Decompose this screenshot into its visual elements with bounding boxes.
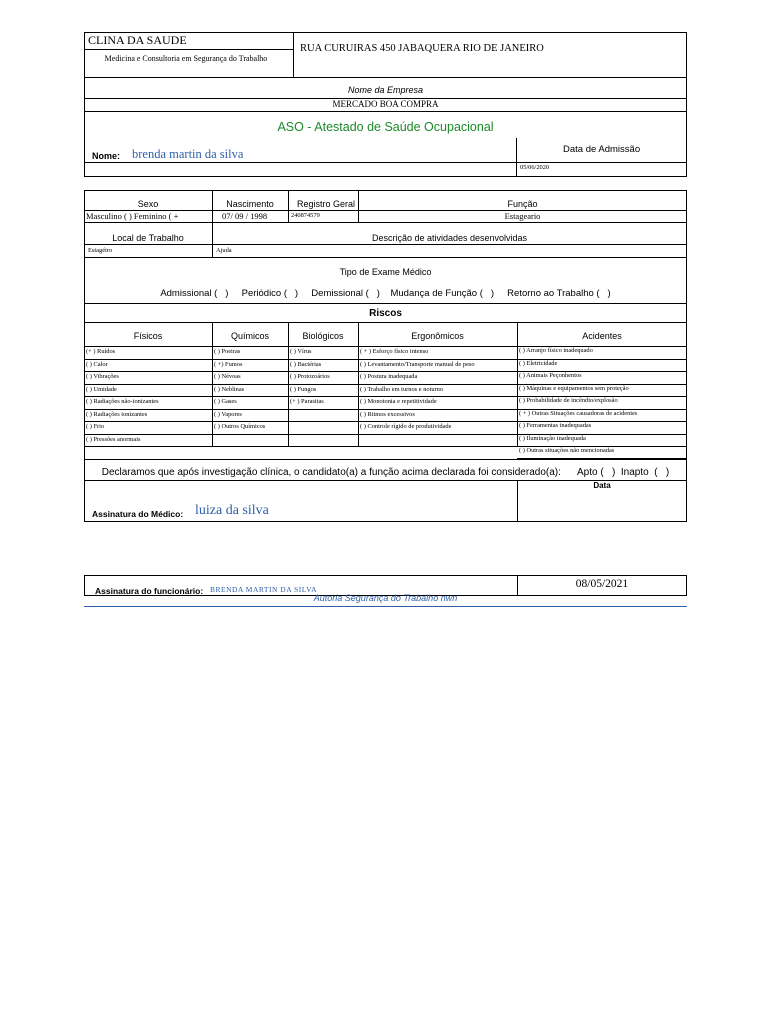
registro-value: 240874579 — [291, 212, 320, 219]
clinic-address: RUA CURUIRAS 450 JABAQUERA RIO DE JANEIRO — [300, 43, 544, 54]
admission-label: Data de Admissão — [563, 144, 641, 155]
risk-row-divider — [84, 359, 687, 360]
risk-acidente-eletricidade: ( ) Eletricidade — [519, 360, 558, 367]
risk-fisico-ruidos: (+ ) Ruídos — [86, 348, 116, 355]
risk-ergonomico-ritmos: ( ) Ritmos excessivos — [360, 411, 415, 418]
local-value: Estagéiro — [88, 247, 113, 254]
company-label: Nome da Empresa — [347, 85, 424, 95]
risk-biologico-virus: ( ) Vírus — [290, 348, 312, 355]
risk-biologico-bacterias: ( ) Bactérias — [290, 361, 322, 368]
risk-acidente-maquinas: ( ) Máquinas e equipamentos sem proteção — [519, 385, 629, 392]
footer-credit: Autoria Segurança do Trabalho nwn — [313, 593, 458, 603]
info-block — [84, 190, 687, 460]
aso-title: ASO - Atestado de Saúde Ocupacional — [277, 120, 494, 134]
risk-ergonomico-levantamento: ( ) Levantamento/Transporte manual de peso — [360, 361, 475, 368]
risk-quimico-vapores: ( ) Vapores — [214, 411, 242, 418]
risk-acidente-ferramentas: ( ) Ferramentas inadequadas — [519, 422, 592, 429]
risk-acidente-arranjo: ( ) Arranjo físico inadequado — [519, 347, 593, 354]
declaration-text: Declaramos que após investigação clínica, o candidato(a) a função acima declarada foi considerado(a): Apto ( ) Inapto ( ) — [101, 467, 670, 478]
admission-date: 05/06/2020 — [520, 164, 550, 171]
risk-fisico-calor: ( ) Calor — [86, 361, 108, 368]
descricao-value: Ajuda — [216, 247, 232, 254]
risk-acidente-animais: ( ) Animais Peçonhentos — [519, 372, 582, 379]
riscos-title: Riscos — [369, 308, 402, 319]
risk-biologico-fungos: ( ) Fungos — [290, 386, 317, 393]
risk-fisico-radiacoes-nao-ionizantes: ( ) Radiações não-ionizantes — [86, 398, 159, 405]
risk-fisico-umidade: ( ) Umidade — [86, 386, 117, 393]
risk-fisico-vibracoes: ( ) Vibrações — [86, 373, 119, 380]
risk-acidente-incendio: ( ) Probabilidade de incêndio/explosão — [519, 397, 618, 404]
risk-quimico-poeiras: ( ) Poeiras — [214, 348, 241, 355]
clinic-subtitle: Medicina e Consultoria em Segurança do Trabalho — [104, 54, 268, 63]
risk-quimico-outros: ( ) Outros Químicos — [214, 423, 266, 430]
exam-type-options: Admissional ( ) Periódico ( ) Demissional ( ) Mudança de Função ( ) Retorno ao Trabalho ( ) — [160, 288, 611, 299]
funcao-value: Estageario — [504, 211, 541, 221]
header-registro: Registro Geral — [296, 199, 356, 209]
company-name: MERCADO BOA COMPRA — [332, 99, 439, 109]
local-label: Local de Trabalho — [112, 233, 184, 243]
employee-signature-date: 08/05/2021 — [575, 578, 629, 590]
header-quimicos: Químicos — [230, 331, 269, 341]
nascimento-value: 07/ 09 / 1998 — [222, 211, 268, 221]
sexo-value: Masculino ( ) Feminino ( + — [86, 211, 179, 221]
risk-ergonomico-postura: ( ) Postura inadequada — [360, 373, 418, 380]
risk-biologico-protozoarios: ( ) Protozoários — [290, 373, 330, 380]
header-acidentes: Acidentes — [582, 331, 622, 341]
risk-ergonomico-monotonia: ( ) Monotonia e repetitividade — [360, 398, 437, 405]
doctor-signature-label: Assinatura do Médico: — [92, 509, 184, 519]
risk-acidente-iluminacao: ( ) Iluminação inadequada — [519, 435, 586, 442]
employee-signature-label: Assinatura do funcionário: — [95, 586, 204, 596]
risk-quimico-nevoas: ( ) Névoas — [214, 373, 241, 380]
header-sexo: Sexo — [137, 199, 159, 209]
risk-fisico-pressoes: ( ) Pressões anormais — [86, 436, 141, 443]
doctor-signature: luiza da silva — [195, 503, 269, 518]
risk-quimico-neblinas: ( ) Neblinas — [214, 386, 245, 393]
risk-biologico-parasitas: (+ ) Parasitas — [290, 398, 324, 405]
risk-quimico-gases: ( ) Gases — [214, 398, 237, 405]
risk-fisico-frio: ( ) Frio — [86, 423, 105, 430]
risk-row-divider — [84, 421, 687, 422]
header-fisicos: Físicos — [133, 331, 163, 341]
risk-acidente-outras-situacoes: ( + ) Outras Situações causadoras de acidentes — [519, 410, 638, 417]
footer-line — [84, 606, 687, 607]
exam-type-label: Tipo de Exame Médico — [339, 267, 432, 277]
risk-fisico-radiacoes-ionizantes: ( ) Radiações ionizantes — [86, 411, 148, 418]
risk-quimico-fumos: ( +) Fumos — [214, 361, 243, 368]
employee-signature-name: BRENDA MARTIN DA SILVA — [210, 585, 318, 594]
risk-row-divider — [84, 371, 687, 372]
employee-name: brenda martin da silva — [132, 147, 244, 161]
header-ergonomicos: Ergonômicos — [411, 331, 464, 341]
header-nascimento: Nascimento — [226, 199, 274, 209]
descricao-label: Descrição de atividades desenvolvidas — [371, 233, 528, 243]
employee-name-label: Nome: — [92, 151, 121, 161]
risk-ergonomico-esforco: ( + ) Esforço físico intenso — [360, 348, 429, 355]
doctor-date-label: Data — [593, 481, 611, 490]
header-biologicos: Biológicos — [302, 331, 344, 341]
header-funcao: Função — [507, 199, 538, 209]
risk-acidente-nao-mencionadas: ( ) Outras situações não mencionadas — [519, 447, 615, 454]
clinic-name: CLINA DA SAUDE — [88, 33, 187, 47]
risk-ergonomico-turnos: ( ) Trabalho em turnos e noturno — [360, 386, 444, 393]
risk-row-divider — [84, 434, 687, 435]
risk-ergonomico-controle: ( ) Controle rígido de produtividade — [360, 423, 452, 430]
